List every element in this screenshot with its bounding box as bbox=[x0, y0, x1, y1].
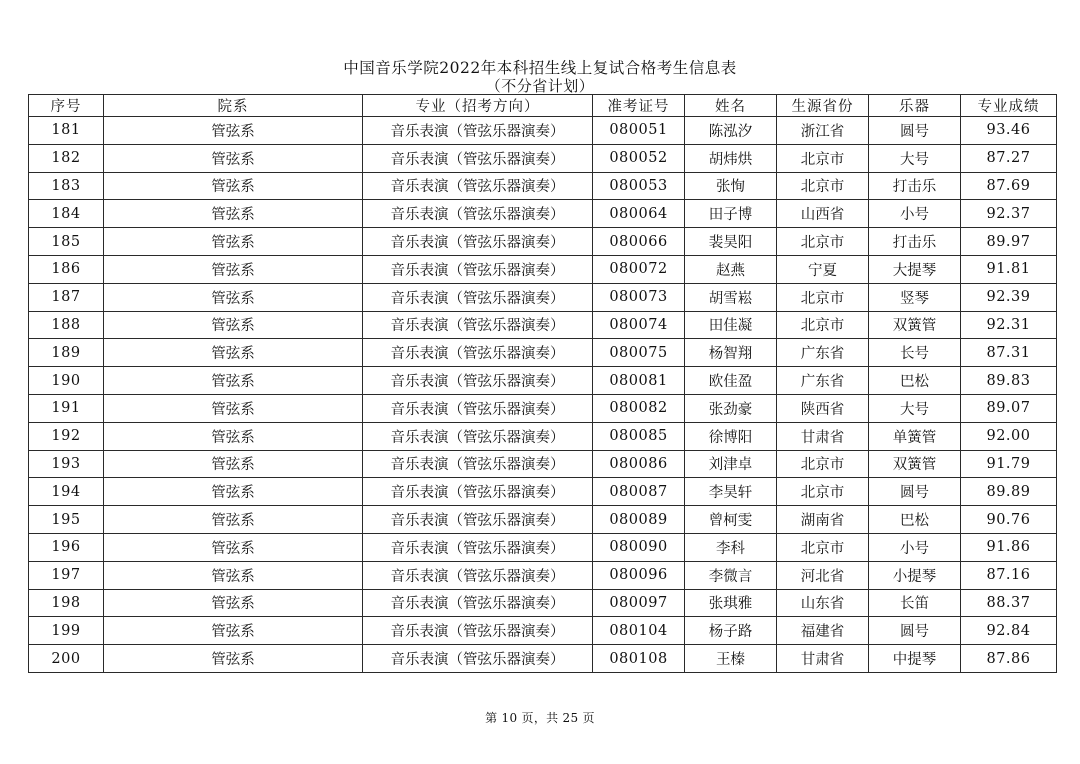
page-footer: 第 10 页，共 25 页 bbox=[485, 711, 595, 725]
cell-score: 90.76 bbox=[961, 506, 1057, 534]
cell-major: 音乐表演（管弦乐器演奏） bbox=[363, 228, 593, 256]
cell-major: 音乐表演（管弦乐器演奏） bbox=[363, 255, 593, 283]
cell-province: 福建省 bbox=[777, 617, 869, 645]
cell-department: 管弦系 bbox=[104, 367, 363, 395]
cell-exam-number: 080085 bbox=[593, 422, 685, 450]
cell-province: 北京市 bbox=[777, 144, 869, 172]
cell-department: 管弦系 bbox=[104, 255, 363, 283]
cell-exam-number: 080074 bbox=[593, 311, 685, 339]
cell-exam-number: 080108 bbox=[593, 645, 685, 673]
cell-exam-number: 080104 bbox=[593, 617, 685, 645]
table-row bbox=[29, 339, 1057, 367]
cell-exam-number: 080086 bbox=[593, 450, 685, 478]
cell-name: 曾柯雯 bbox=[685, 506, 777, 534]
cell-score: 89.83 bbox=[961, 367, 1057, 395]
cell-department: 管弦系 bbox=[104, 478, 363, 506]
cell-department: 管弦系 bbox=[104, 144, 363, 172]
cell-serial: 197 bbox=[29, 561, 104, 589]
table-row bbox=[29, 172, 1057, 200]
cell-province: 北京市 bbox=[777, 228, 869, 256]
cell-exam-number: 080097 bbox=[593, 589, 685, 617]
table-row bbox=[29, 367, 1057, 395]
cell-exam-number: 080075 bbox=[593, 339, 685, 367]
table-row bbox=[29, 506, 1057, 534]
cell-province: 山西省 bbox=[777, 200, 869, 228]
cell-instrument: 打击乐 bbox=[869, 228, 961, 256]
cell-province: 广东省 bbox=[777, 367, 869, 395]
cell-name: 田佳凝 bbox=[685, 311, 777, 339]
cell-instrument: 圆号 bbox=[869, 478, 961, 506]
cell-department: 管弦系 bbox=[104, 450, 363, 478]
cell-exam-number: 080066 bbox=[593, 228, 685, 256]
cell-province: 北京市 bbox=[777, 311, 869, 339]
cell-instrument: 大号 bbox=[869, 144, 961, 172]
header-department: 院系 bbox=[104, 95, 363, 117]
cell-exam-number: 080064 bbox=[593, 200, 685, 228]
cell-serial: 189 bbox=[29, 339, 104, 367]
table-row bbox=[29, 478, 1057, 506]
candidate-table bbox=[28, 94, 1057, 673]
cell-province: 北京市 bbox=[777, 172, 869, 200]
cell-name: 李昊轩 bbox=[685, 478, 777, 506]
cell-exam-number: 080089 bbox=[593, 506, 685, 534]
cell-score: 92.31 bbox=[961, 311, 1057, 339]
table-row bbox=[29, 311, 1057, 339]
table-row bbox=[29, 394, 1057, 422]
cell-serial: 191 bbox=[29, 394, 104, 422]
cell-exam-number: 080087 bbox=[593, 478, 685, 506]
cell-major: 音乐表演（管弦乐器演奏） bbox=[363, 533, 593, 561]
cell-name: 徐博阳 bbox=[685, 422, 777, 450]
cell-score: 87.27 bbox=[961, 144, 1057, 172]
cell-major: 音乐表演（管弦乐器演奏） bbox=[363, 422, 593, 450]
cell-province: 甘肃省 bbox=[777, 645, 869, 673]
cell-serial: 184 bbox=[29, 200, 104, 228]
cell-major: 音乐表演（管弦乐器演奏） bbox=[363, 200, 593, 228]
cell-province: 湖南省 bbox=[777, 506, 869, 534]
cell-department: 管弦系 bbox=[104, 283, 363, 311]
cell-serial: 183 bbox=[29, 172, 104, 200]
cell-serial: 186 bbox=[29, 255, 104, 283]
cell-major: 音乐表演（管弦乐器演奏） bbox=[363, 117, 593, 145]
document-title: 中国音乐学院2022年本科招生线上复试合格考生信息表 bbox=[343, 59, 737, 77]
cell-exam-number: 080053 bbox=[593, 172, 685, 200]
cell-major: 音乐表演（管弦乐器演奏） bbox=[363, 367, 593, 395]
cell-exam-number: 080096 bbox=[593, 561, 685, 589]
cell-score: 91.81 bbox=[961, 255, 1057, 283]
header-score: 专业成绩 bbox=[961, 95, 1057, 117]
cell-score: 93.46 bbox=[961, 117, 1057, 145]
cell-score: 92.00 bbox=[961, 422, 1057, 450]
header-exam-number: 准考证号 bbox=[593, 95, 685, 117]
cell-province: 北京市 bbox=[777, 283, 869, 311]
cell-serial: 200 bbox=[29, 645, 104, 673]
cell-score: 87.86 bbox=[961, 645, 1057, 673]
cell-instrument: 双簧管 bbox=[869, 311, 961, 339]
cell-department: 管弦系 bbox=[104, 117, 363, 145]
cell-instrument: 中提琴 bbox=[869, 645, 961, 673]
cell-name: 李科 bbox=[685, 533, 777, 561]
cell-instrument: 大提琴 bbox=[869, 255, 961, 283]
cell-instrument: 小号 bbox=[869, 200, 961, 228]
cell-province: 河北省 bbox=[777, 561, 869, 589]
cell-name: 张琪雅 bbox=[685, 589, 777, 617]
cell-province: 山东省 bbox=[777, 589, 869, 617]
cell-instrument: 小号 bbox=[869, 533, 961, 561]
cell-major: 音乐表演（管弦乐器演奏） bbox=[363, 617, 593, 645]
cell-score: 92.39 bbox=[961, 283, 1057, 311]
cell-major: 音乐表演（管弦乐器演奏） bbox=[363, 283, 593, 311]
table-row bbox=[29, 200, 1057, 228]
cell-major: 音乐表演（管弦乐器演奏） bbox=[363, 311, 593, 339]
cell-name: 欧佳盈 bbox=[685, 367, 777, 395]
cell-name: 田子博 bbox=[685, 200, 777, 228]
cell-major: 音乐表演（管弦乐器演奏） bbox=[363, 144, 593, 172]
cell-instrument: 巴松 bbox=[869, 367, 961, 395]
cell-name: 胡雪崧 bbox=[685, 283, 777, 311]
cell-serial: 190 bbox=[29, 367, 104, 395]
header-instrument: 乐器 bbox=[869, 95, 961, 117]
cell-exam-number: 080072 bbox=[593, 255, 685, 283]
cell-serial: 193 bbox=[29, 450, 104, 478]
cell-instrument: 单簧管 bbox=[869, 422, 961, 450]
cell-serial: 192 bbox=[29, 422, 104, 450]
table-row bbox=[29, 228, 1057, 256]
cell-department: 管弦系 bbox=[104, 589, 363, 617]
cell-name: 胡炜烘 bbox=[685, 144, 777, 172]
document-subtitle: （不分省计划） bbox=[485, 77, 595, 95]
cell-province: 宁夏 bbox=[777, 255, 869, 283]
header-major: 专业（招考方向） bbox=[363, 95, 593, 117]
cell-name: 李微言 bbox=[685, 561, 777, 589]
cell-instrument: 双簧管 bbox=[869, 450, 961, 478]
cell-department: 管弦系 bbox=[104, 394, 363, 422]
table-row bbox=[29, 617, 1057, 645]
cell-department: 管弦系 bbox=[104, 339, 363, 367]
cell-serial: 195 bbox=[29, 506, 104, 534]
cell-name: 裴昊阳 bbox=[685, 228, 777, 256]
cell-instrument: 竖琴 bbox=[869, 283, 961, 311]
table-row bbox=[29, 533, 1057, 561]
cell-instrument: 大号 bbox=[869, 394, 961, 422]
cell-department: 管弦系 bbox=[104, 645, 363, 673]
cell-exam-number: 080051 bbox=[593, 117, 685, 145]
cell-score: 87.69 bbox=[961, 172, 1057, 200]
cell-instrument: 打击乐 bbox=[869, 172, 961, 200]
cell-department: 管弦系 bbox=[104, 533, 363, 561]
cell-serial: 185 bbox=[29, 228, 104, 256]
cell-name: 杨智翔 bbox=[685, 339, 777, 367]
cell-exam-number: 080052 bbox=[593, 144, 685, 172]
header-name: 姓名 bbox=[685, 95, 777, 117]
cell-instrument: 圆号 bbox=[869, 617, 961, 645]
cell-serial: 181 bbox=[29, 117, 104, 145]
cell-exam-number: 080090 bbox=[593, 533, 685, 561]
cell-department: 管弦系 bbox=[104, 422, 363, 450]
cell-serial: 196 bbox=[29, 533, 104, 561]
table-row bbox=[29, 255, 1057, 283]
table-row bbox=[29, 144, 1057, 172]
cell-score: 89.97 bbox=[961, 228, 1057, 256]
cell-score: 92.37 bbox=[961, 200, 1057, 228]
cell-instrument: 圆号 bbox=[869, 117, 961, 145]
cell-major: 音乐表演（管弦乐器演奏） bbox=[363, 589, 593, 617]
cell-name: 陈泓汐 bbox=[685, 117, 777, 145]
cell-instrument: 长号 bbox=[869, 339, 961, 367]
cell-department: 管弦系 bbox=[104, 311, 363, 339]
table-row bbox=[29, 422, 1057, 450]
cell-name: 杨子路 bbox=[685, 617, 777, 645]
cell-instrument: 小提琴 bbox=[869, 561, 961, 589]
cell-serial: 188 bbox=[29, 311, 104, 339]
cell-serial: 198 bbox=[29, 589, 104, 617]
table-row bbox=[29, 450, 1057, 478]
cell-department: 管弦系 bbox=[104, 561, 363, 589]
cell-province: 广东省 bbox=[777, 339, 869, 367]
cell-name: 王榛 bbox=[685, 645, 777, 673]
cell-major: 音乐表演（管弦乐器演奏） bbox=[363, 506, 593, 534]
header-serial: 序号 bbox=[29, 95, 104, 117]
cell-name: 张劲豪 bbox=[685, 394, 777, 422]
table-row bbox=[29, 117, 1057, 145]
cell-name: 赵燕 bbox=[685, 255, 777, 283]
table-header-row bbox=[29, 95, 1057, 117]
cell-major: 音乐表演（管弦乐器演奏） bbox=[363, 172, 593, 200]
cell-department: 管弦系 bbox=[104, 228, 363, 256]
cell-major: 音乐表演（管弦乐器演奏） bbox=[363, 394, 593, 422]
cell-serial: 182 bbox=[29, 144, 104, 172]
cell-instrument: 长笛 bbox=[869, 589, 961, 617]
table-row bbox=[29, 561, 1057, 589]
table-body bbox=[29, 117, 1057, 673]
table-row bbox=[29, 645, 1057, 673]
cell-exam-number: 080082 bbox=[593, 394, 685, 422]
cell-name: 刘津卓 bbox=[685, 450, 777, 478]
cell-province: 甘肃省 bbox=[777, 422, 869, 450]
cell-score: 88.37 bbox=[961, 589, 1057, 617]
cell-score: 87.16 bbox=[961, 561, 1057, 589]
cell-serial: 194 bbox=[29, 478, 104, 506]
cell-department: 管弦系 bbox=[104, 506, 363, 534]
cell-serial: 199 bbox=[29, 617, 104, 645]
header-province: 生源省份 bbox=[777, 95, 869, 117]
cell-instrument: 巴松 bbox=[869, 506, 961, 534]
cell-score: 92.84 bbox=[961, 617, 1057, 645]
cell-exam-number: 080081 bbox=[593, 367, 685, 395]
cell-serial: 187 bbox=[29, 283, 104, 311]
cell-score: 89.89 bbox=[961, 478, 1057, 506]
cell-department: 管弦系 bbox=[104, 617, 363, 645]
cell-score: 87.31 bbox=[961, 339, 1057, 367]
cell-score: 91.79 bbox=[961, 450, 1057, 478]
cell-score: 89.07 bbox=[961, 394, 1057, 422]
cell-province: 北京市 bbox=[777, 478, 869, 506]
cell-exam-number: 080073 bbox=[593, 283, 685, 311]
cell-major: 音乐表演（管弦乐器演奏） bbox=[363, 478, 593, 506]
cell-province: 浙江省 bbox=[777, 117, 869, 145]
cell-major: 音乐表演（管弦乐器演奏） bbox=[363, 450, 593, 478]
cell-major: 音乐表演（管弦乐器演奏） bbox=[363, 645, 593, 673]
cell-department: 管弦系 bbox=[104, 200, 363, 228]
cell-province: 北京市 bbox=[777, 533, 869, 561]
table-row bbox=[29, 283, 1057, 311]
cell-score: 91.86 bbox=[961, 533, 1057, 561]
table-row bbox=[29, 589, 1057, 617]
cell-major: 音乐表演（管弦乐器演奏） bbox=[363, 561, 593, 589]
cell-province: 陕西省 bbox=[777, 394, 869, 422]
cell-name: 张恂 bbox=[685, 172, 777, 200]
cell-province: 北京市 bbox=[777, 450, 869, 478]
cell-department: 管弦系 bbox=[104, 172, 363, 200]
cell-major: 音乐表演（管弦乐器演奏） bbox=[363, 339, 593, 367]
